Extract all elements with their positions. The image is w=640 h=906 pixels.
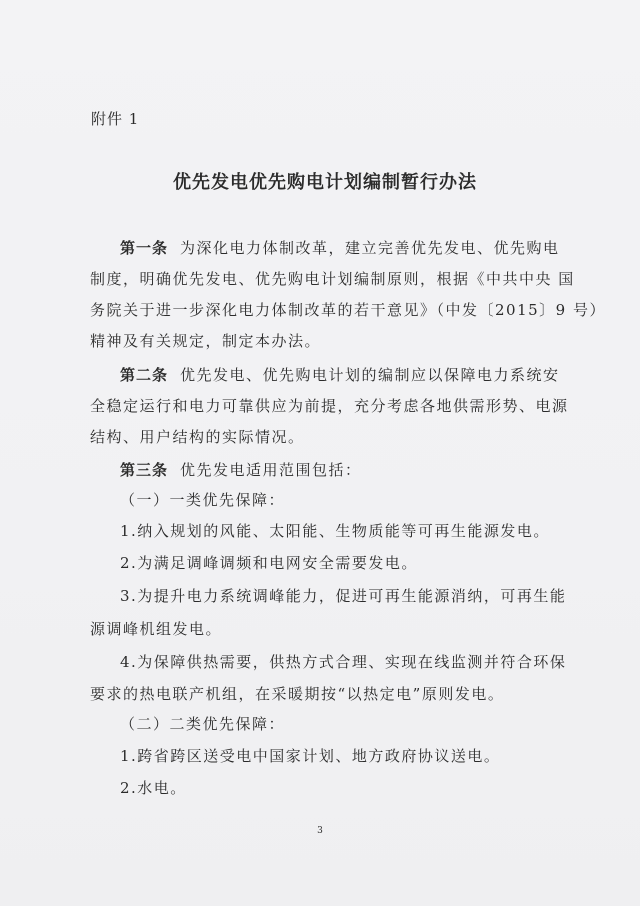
section1-heading: （一）一类优先保障： bbox=[120, 491, 286, 509]
item1-4-line2: 要求的热电联产机组，在采暖期按“以热定电”原则发电。 bbox=[90, 685, 505, 703]
article1-text-4: 精神及有关规定，制定本办法。 bbox=[90, 332, 322, 350]
article3-first-line bbox=[120, 459, 362, 480]
document-title: 优先发电优先购电计划编制暂行办法 bbox=[173, 172, 477, 193]
item1-2: 2.为满足调峰调频和电网安全需要发电。 bbox=[120, 554, 418, 572]
article2-first-line bbox=[120, 364, 560, 385]
article2-text-1: 优先发电、优先购电计划的编制应以保障电力系统安 bbox=[180, 366, 560, 384]
article2-text-3: 结构、用户结构的实际情况。 bbox=[90, 428, 305, 446]
item1-4-line1: 4.为保障供热需要，供热方式合理、实现在线监测并符合环保 bbox=[120, 653, 567, 671]
article2-text-2: 全稳定运行和电力可靠供应为前提，充分考虑各地供需形势、电源 bbox=[90, 397, 569, 415]
article2-label: 第二条 bbox=[120, 366, 169, 384]
attachment-label: 附件 1 bbox=[91, 110, 140, 128]
item1-3-line1: 3.为提升电力系统调峰能力，促进可再生能源消纳，可再生能 bbox=[120, 587, 567, 605]
page-number: 3 bbox=[317, 826, 323, 836]
article3-text-1: 优先发电适用范围包括： bbox=[180, 461, 362, 479]
article1-first-line bbox=[120, 237, 560, 258]
item1-1: 1.纳入规划的风能、太阳能、生物质能等可再生能源发电。 bbox=[120, 522, 550, 540]
article1-label: 第一条 bbox=[120, 239, 169, 257]
item2-2: 2.水电。 bbox=[120, 779, 187, 797]
item2-1: 1.跨省跨区送受电中国家计划、地方政府协议送电。 bbox=[120, 747, 501, 765]
article1-text-3: 务院关于进一步深化电力体制改革的若干意见》（中发〔2015〕9 号） bbox=[90, 301, 606, 319]
section2-heading: （二）二类优先保障： bbox=[120, 715, 286, 733]
article1-text-1: 为深化电力体制改革，建立完善优先发电、优先购电 bbox=[180, 239, 560, 257]
item1-3-line2: 源调峰机组发电。 bbox=[90, 620, 223, 638]
article1-text-2: 制度，明确优先发电、优先购电计划编制原则，根据《中共中央 国 bbox=[90, 270, 575, 288]
article3-label: 第三条 bbox=[120, 461, 169, 479]
